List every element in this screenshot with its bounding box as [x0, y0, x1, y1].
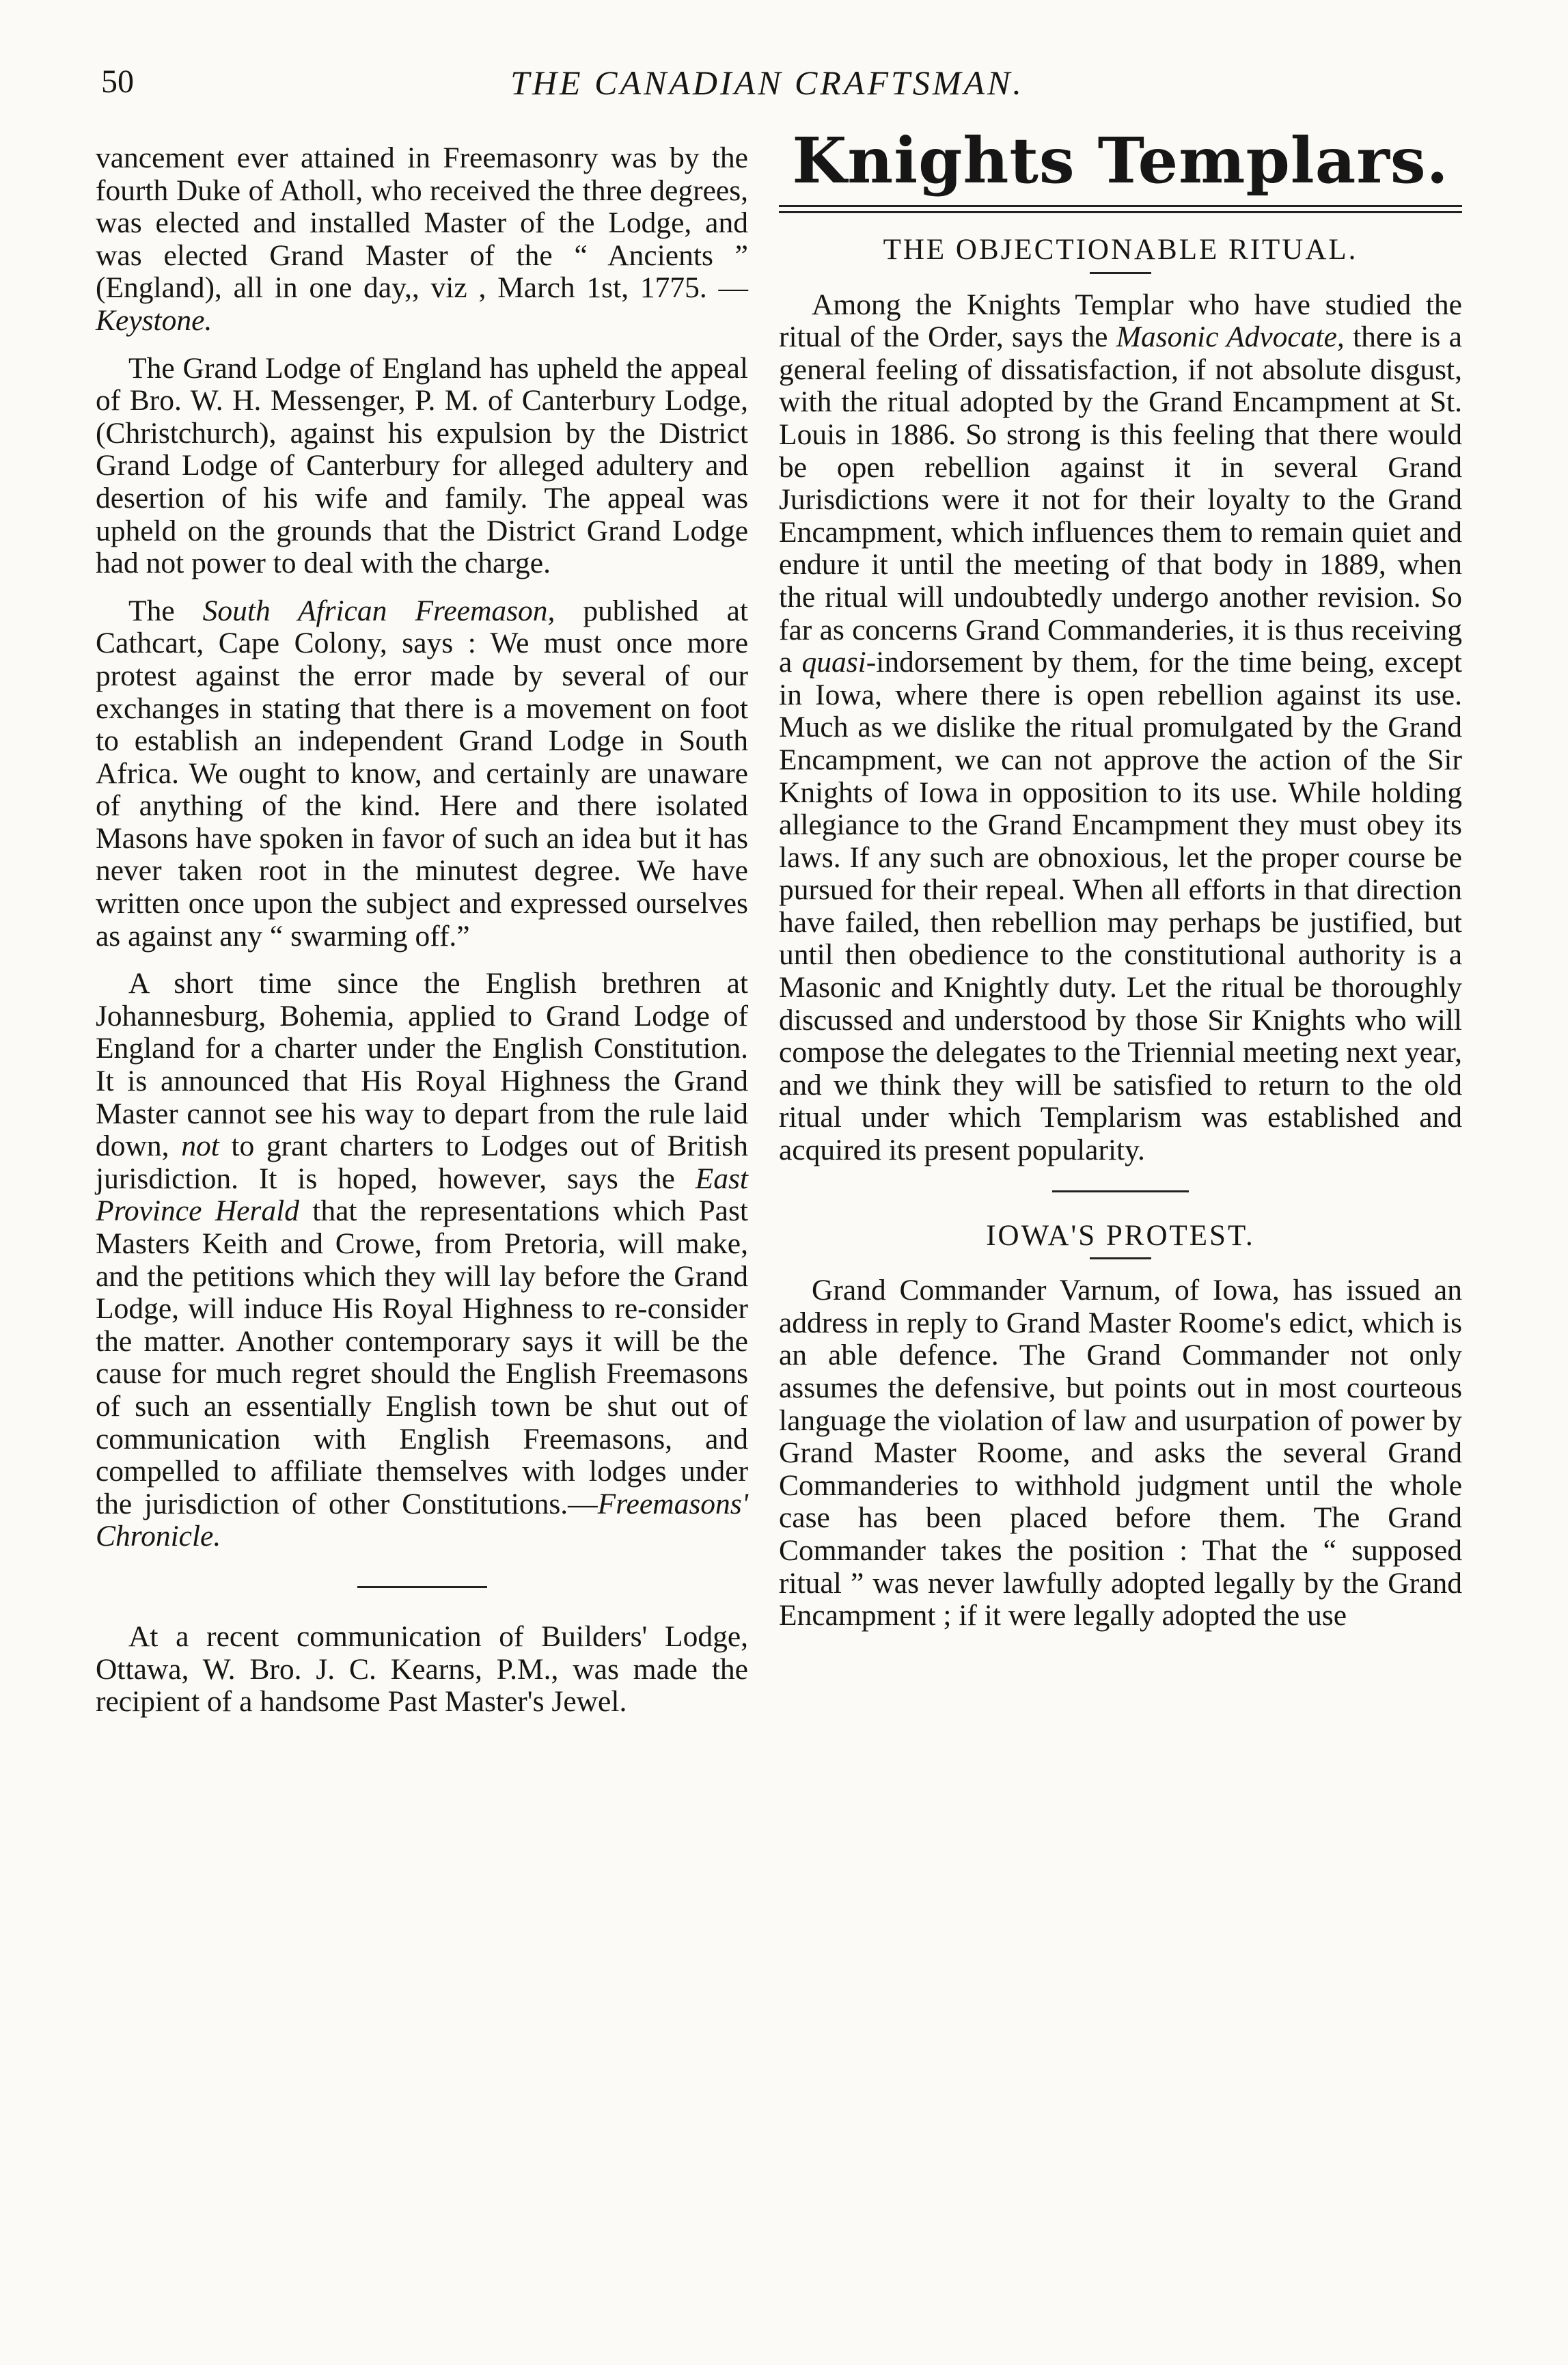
paragraph-text: published at Cathcart, Cape Colony, says : We must once more protest against the error made by several of our exchanges in stating that there is a movement on foot to establish an independent Grand Lodge in South Africa. We ought to know, and certainly are unaware of anything of the kind. Here and there isolated Masons have spoken in favor of such an idea but it has never taken root in the minutest degree. We have written once upon the subject and expressed ourselves as against any “ swarming off.”	[96, 594, 748, 953]
paragraph-text: that the representations which Past Masters Keith and Crowe, from Pretoria, will make, and the petitions which they will lay before the Grand Lodge, will induce His Royal Highness to re-consider the matter. Another contemporary says it will be the cause for much regret should the English Freemasons of such an essentially English town be shut out of communication with English Freemasons, and compelled to affiliate themselves with lodges under the jurisdiction of other Constitutions.—	[96, 1194, 748, 1520]
publication-name: Masonic Advocate,	[1116, 320, 1345, 354]
right-column	[779, 123, 1462, 1648]
heading-rule	[1090, 272, 1151, 274]
section-divider	[357, 1586, 487, 1588]
page-header	[101, 63, 1433, 118]
article-heading-objectionable-ritual: THE OBJECTIONABLE RITUAL.	[883, 234, 1358, 266]
paragraph-text: The	[128, 594, 203, 627]
source-citation: Keystone.	[96, 303, 212, 337]
emphasis-text: quasi	[801, 646, 866, 679]
paragraph-text: to grant charters to Lodges out of British jurisdiction. It is hoped, however, says the	[96, 1130, 748, 1195]
article-heading-iowas-protest: IOWA'S PROTEST.	[986, 1219, 1255, 1252]
paragraph-builders-lodge: At a recent communication of Builders' Lodge, Ottawa, W. Bro. J. C. Kearns, P.M., was made the recipient of a handsome Past Master's Jewel.	[96, 1619, 748, 1719]
paragraph-messenger-appeal: The Grand Lodge of England has upheld the appeal of Bro. W. H. Messenger, P. M. of Canterbury Lodge, (Christchurch), against his expulsion by the District Grand Lodge of Canterbury for alleged adultery and desertion of his wife and family. The appeal was upheld on the grounds that the District Grand Lodge had not power to deal with the charge.	[96, 351, 748, 580]
page-number: 50	[101, 64, 134, 100]
paragraph-objectionable-ritual	[779, 289, 1462, 1167]
double-rule	[779, 205, 1462, 213]
paragraph-south-african-freemason	[96, 595, 748, 953]
source-citation: Freemasons' Chronicle.	[96, 1487, 748, 1553]
journal-title: THE CANADIAN CRAFTSMAN.	[510, 64, 1024, 102]
publication-name: South African Freemason,	[202, 594, 555, 627]
paragraph-text: -indorsement by them, for the time being, except in Iowa, where there is open rebellion against its use. Much as we dislike the ritual promulgated by the Grand Encampment, we can not approve the action of the Sir Knights of Iowa in opposition to its use. While holding allegiance to the Grand Encampment they must obey its laws. If any such are obnoxious, let the proper course be pursued for their repeal. When all efforts in that direction have failed, then rebellion may perhaps be justified, but until then obedience to the constitutional authority is a Masonic and Knightly duty. Let the ritual be thoroughly discussed and understood by those Sir Knights who will compose the delegates to the Triennial meeting next year, and we think they will be satisfied to return to the old ritual under which Templarism was established and acquired its present popularity.	[779, 646, 1462, 1167]
publication-name: East Province Herald	[96, 1162, 748, 1228]
section-title: Knights Templars.	[792, 124, 1449, 197]
emphasis-text: not	[181, 1130, 219, 1163]
paragraph-johannesburg	[96, 968, 748, 1553]
paragraph-text: A short time since the English brethren at Johannesburg, Bohemia, applied to Grand Lodge of England for a charter under the English Constitution. It is announced that His Royal Highness the Grand Master cannot see his way to depart from the rule laid down,	[96, 967, 748, 1163]
heading-rule	[1090, 1257, 1151, 1259]
section-divider	[1052, 1190, 1189, 1192]
paragraph-text: there is a general feeling of dissatisfaction, if not absolute disgust, with the ritual adopted by the Grand Encampment at St. Louis in 1886. So strong is this feeling that there would be open rebellion against it in several Grand Jurisdictions were it not for their loyalty to the Grand Encampment, which influences them to remain quiet and endure it until the meeting of that body in 1889, when the ritual will undoubtedly undergo another revision. So far as concerns Grand Commanderies, it is thus receiving a	[779, 320, 1462, 679]
paragraph-atholl	[96, 142, 748, 338]
paragraph-text: Among the Knights Templar who have studied the ritual of the Order, says the	[779, 288, 1462, 354]
paragraph-text: vancement ever attained in Freemasonry was by the fourth Duke of Atholl, who received the three degrees, was elected and installed Master of the Lodge, and was elected Grand Master of the “ Ancients ” (England), all in one day,, viz , March 1st, 1775. —	[96, 141, 748, 305]
left-column	[96, 142, 748, 1734]
paragraph-iowas-protest: Grand Commander Varnum, of Iowa, has issued an address in reply to Grand Master Roome's edict, which is an able defence. The Grand Commander not only assumes the defensive, but points out in most courteous language the violation of law and usurpation of power by Grand Master Roome, and asks the several Grand Commanderies to withhold judgment until the whole case has been placed before them. The Grand Commander takes the position : That the “ supposed ritual ” was never lawfully adopted legally by the Grand Encampment ; if it were legally adopted the use	[779, 1274, 1462, 1632]
